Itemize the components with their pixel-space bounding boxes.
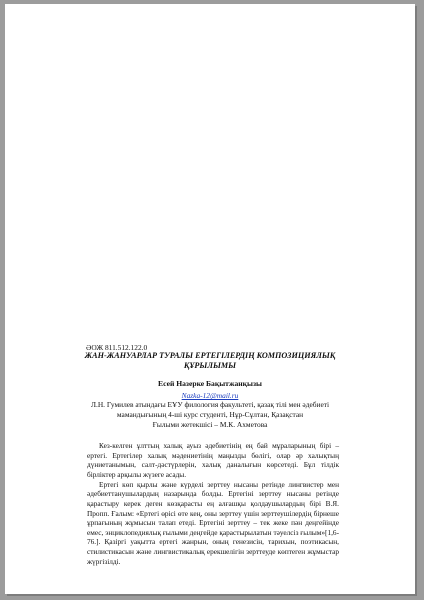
author-affiliation: [75, 400, 345, 430]
author-email-link[interactable]: Nazka-12@mail.ru: [181, 391, 239, 400]
author-name: Есей Назерке Бақытжанқызы: [158, 379, 262, 388]
document-page: [5, 4, 415, 594]
paragraph: Ертегі көп қырлы және күрделі зерттеу нысаны ретінде лингвистер мен әдебиеттанушылардың назарында болды. Ертегіні зерттеу нысаны ретінде қарастыру керек деген көзқарасты ең алғашқы қолдаушылардың бірі В.Я. Пропп. Ғалым: «Ертегі өрісі өте кең, оны зерттеу үшін зерттеушілердің бірнеше ұрпағының жұмысын талап етеді. Ертегіні зерттеу – тек жеке пән деңгейінде емес, энциклопедиялық ғылыми деңгейде қарастырылатын тәуелсіз ғылым»[1,6-76.]. Қазіргі уақытта ертегі жанрын, оның генезисін, тарихын, поэтикасын, стилистикасын және лингвистикалық ерекшелігін зерттеуде көптеген жұмыстар жүргізілді.: [87, 479, 339, 566]
supervisor-line: Ғылыми жетекшісі – М.К. Ахметова: [152, 420, 268, 429]
affiliation-line-2: мамандығының 4-ші курс студенті, Нұр-Сұлтан, Қазақстан: [116, 410, 304, 419]
article-title: [75, 351, 345, 371]
affiliation-line-1: Л.Н. Гумилев атындағы ЕҰУ филология факультеті, қазақ тілі мен әдебиеті: [90, 400, 330, 409]
paragraph: Кез-келген ұлттың халық ауыз әдебиетінің ең бай мұраларының бірі – ертегі. Ертегілер халық мәдениетінің маңызды бөлігі, олар әр халықтың дүниетанымын, салт-дәстүрлерін, халық даналығын көрсетеді. Бұл тілдік бірліктер арқылы жүзеге асады.: [87, 441, 339, 479]
udc-code: ӘОЖ 811.512.122.0: [86, 343, 148, 352]
title-line-2: ҚҰРЫЛЫМЫ: [183, 361, 237, 370]
title-line-1: ЖАН-ЖАНУАРЛАР ТУРАЛЫ ЕРТЕГІЛЕРДІҢ КОМПОЗИЦИЯЛЫҚ: [84, 351, 336, 360]
article-body: [87, 441, 339, 567]
